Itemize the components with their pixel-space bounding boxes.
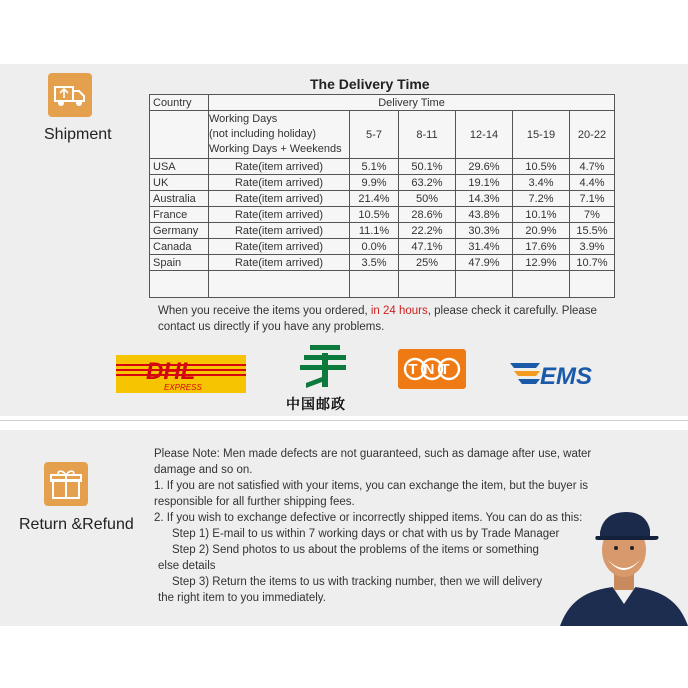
rate-value-cell: 3.4%: [513, 175, 570, 191]
rate-value-cell: 63.2%: [399, 175, 456, 191]
rate-value-cell: 31.4%: [456, 239, 513, 255]
table-empty-cell: [150, 271, 209, 298]
rate-value-cell: 47.9%: [456, 255, 513, 271]
rate-value-cell: 9.9%: [350, 175, 399, 191]
rate-value-cell: 17.6%: [513, 239, 570, 255]
china-post-logo: [286, 343, 356, 413]
policy-step: Step 2) Send photos to us about the problems of the items or something: [172, 544, 539, 556]
dhl-logo-text: DHL: [146, 358, 196, 385]
rate-value-cell: 30.3%: [456, 223, 513, 239]
table-row: [150, 175, 615, 191]
rate-value-cell: 50.1%: [399, 159, 456, 175]
rate-label-cell: Rate(item arrived): [209, 255, 350, 271]
rate-value-cell: 4.4%: [570, 175, 615, 191]
policy-line: Please Note: Men made defects are not guaranteed, such as damage after use, water damage and so on.: [154, 448, 592, 476]
country-cell: Canada: [150, 239, 209, 255]
working-days-line: Working Days: [209, 113, 278, 125]
rate-value-cell: 10.1%: [513, 207, 570, 223]
rate-value-cell: 21.4%: [350, 191, 399, 207]
rate-label-cell: Rate(item arrived): [209, 175, 350, 191]
country-cell: USA: [150, 159, 209, 175]
table-empty-cell: [399, 271, 456, 298]
dhl-logo-subtext: EXPRESS: [164, 383, 202, 392]
section-divider: [0, 420, 688, 421]
delivery-time-table: [149, 94, 615, 298]
delivery-man-illustration: [560, 500, 688, 631]
rate-value-cell: 43.8%: [456, 207, 513, 223]
range-header: 8-11: [399, 111, 456, 159]
country-cell: Spain: [150, 255, 209, 271]
working-days-line: Working Days + Weekends: [209, 143, 342, 155]
rate-value-cell: 7.2%: [513, 191, 570, 207]
rate-label-cell: Rate(item arrived): [209, 223, 350, 239]
table-empty-cell: [513, 271, 570, 298]
rate-label-cell: Rate(item arrived): [209, 159, 350, 175]
rate-value-cell: 5.1%: [350, 159, 399, 175]
table-empty-cell: [350, 271, 399, 298]
ems-logo-text: EMS: [540, 363, 593, 389]
header-empty-cell: [150, 111, 209, 159]
rate-value-cell: 47.1%: [399, 239, 456, 255]
table-empty-cell: [456, 271, 513, 298]
country-cell: Germany: [150, 223, 209, 239]
rate-label-cell: Rate(item arrived): [209, 239, 350, 255]
table-empty-cell: [570, 271, 615, 298]
table-row: [150, 239, 615, 255]
header-country: Country: [150, 95, 209, 111]
rate-value-cell: 50%: [399, 191, 456, 207]
country-cell: France: [150, 207, 209, 223]
rate-value-cell: 3.5%: [350, 255, 399, 271]
rate-value-cell: 14.3%: [456, 191, 513, 207]
working-days-cell: [209, 111, 350, 159]
rate-value-cell: 19.1%: [456, 175, 513, 191]
rate-value-cell: 11.1%: [350, 223, 399, 239]
delivery-truck-icon: [48, 73, 92, 117]
policy-line: 1. If you are not satisfied with your items, you can exchange the item, but the buyer is responsible for all further shipping fees.: [154, 480, 589, 508]
working-days-line: (not including holiday): [209, 128, 317, 140]
rate-value-cell: 20.9%: [513, 223, 570, 239]
rate-value-cell: 7.1%: [570, 191, 615, 207]
rate-value-cell: 10.7%: [570, 255, 615, 271]
country-cell: UK: [150, 175, 209, 191]
tnt-logo: [398, 349, 466, 389]
table-row: [150, 159, 615, 175]
return-refund-label: Return &Refund: [19, 516, 134, 533]
country-cell: Australia: [150, 191, 209, 207]
policy-line: 2. If you wish to exchange defective or incorrectly shipped items. You can do as this:: [154, 512, 583, 524]
receive-note: [158, 303, 628, 335]
rate-value-cell: 3.9%: [570, 239, 615, 255]
rate-value-cell: 0.0%: [350, 239, 399, 255]
table-row: [150, 191, 615, 207]
receive-note-text: When you receive the items you ordered,: [158, 305, 371, 317]
rate-value-cell: 10.5%: [350, 207, 399, 223]
tnt-logo-text: TNT: [408, 361, 456, 378]
policy-step-continued: else details: [158, 560, 216, 572]
rate-label-cell: Rate(item arrived): [209, 191, 350, 207]
shipment-label: Shipment: [44, 126, 112, 143]
return-policy-text: [154, 446, 624, 606]
china-post-text: 中国邮政: [286, 396, 346, 412]
header-delivery-time: Delivery Time: [209, 95, 615, 111]
policy-step-continued: the right item to you immediately.: [158, 592, 326, 604]
rate-value-cell: 15.5%: [570, 223, 615, 239]
receive-note-text: , please check it carefully. Please contact us directly if you have any problems.: [158, 305, 597, 333]
delivery-table-title: The Delivery Time: [310, 76, 430, 92]
table-row: [150, 207, 615, 223]
rate-value-cell: 29.6%: [456, 159, 513, 175]
policy-step: Step 3) Return the items to us with tracking number, then we will delivery: [172, 576, 543, 588]
table-empty-cell: [209, 271, 350, 298]
dhl-logo: [116, 355, 246, 393]
rate-value-cell: 25%: [399, 255, 456, 271]
rate-value-cell: 28.6%: [399, 207, 456, 223]
receive-note-highlight: in 24 hours: [370, 305, 428, 317]
gift-box-icon: [44, 462, 88, 506]
rate-value-cell: 12.9%: [513, 255, 570, 271]
rate-label-cell: Rate(item arrived): [209, 207, 350, 223]
table-row: [150, 223, 615, 239]
rate-value-cell: 7%: [570, 207, 615, 223]
table-row: [150, 255, 615, 271]
rate-value-cell: 22.2%: [399, 223, 456, 239]
range-header: 12-14: [456, 111, 513, 159]
rate-value-cell: 4.7%: [570, 159, 615, 175]
rate-value-cell: 10.5%: [513, 159, 570, 175]
range-header: 5-7: [350, 111, 399, 159]
range-header: 15-19: [513, 111, 570, 159]
ems-logo: [510, 359, 606, 389]
policy-step: Step 1) E-mail to us within 7 working days or chat with us by Trade Manager: [172, 528, 560, 540]
range-header: 20-22: [570, 111, 615, 159]
